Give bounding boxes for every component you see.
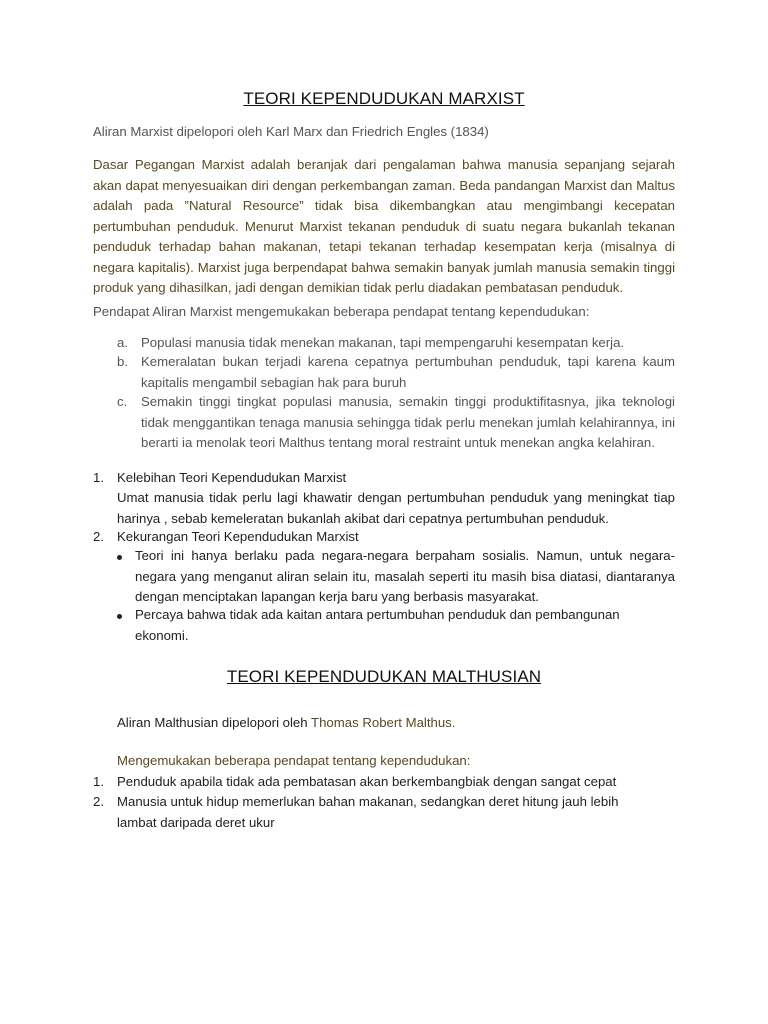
numbered-marker-1: 1. [93,470,104,485]
disadvantage-bullet-2: Percaya bahwa tidak ada kaitan antara pertumbuhan penduduk dan pembangunan ekonomi. [135,607,620,643]
bullet-icon [117,555,122,560]
section-title-malthusian: TEORI KEPENDUDUKAN MALTHUSIAN [226,667,542,686]
marxist-paragraph: Dasar Pegangan Marxist adalah beranjak dari pengalaman bahwa manusia sepanjang sejarah akan dapat menyesuaikan diri dengan perkembangan zaman. Beda pandangan Marxist dan Maltus adalah pada ”Natural Resource” tidak bisa dikembangkan atau mengimbangi kecepatan pertumbuhan penduduk. Menurut Marxist tekanan penduduk di suatu negara bukanlah tekanan penduduk terhadap bahan makanan, tetapi tekanan terhadap kesempatan kerja (misalnya di negara kapitalis). Marxist juga berpendapat bahwa semakin banyak jumlah manusia semakin tinggi produk yang dihasilkan, jadi dengan demikian tidak perlu diadakan pembatasan penduduk. [93,157,675,295]
opinion-item-a: Populasi manusia tidak menekan makanan, tapi mempengaruhi kesempatan kerja. [141,335,625,350]
marxist-opinion-intro: Pendapat Aliran Marxist mengemukakan beberapa pendapat tentang kependudukan: [93,304,590,319]
malthusian-item-1: Penduduk apabila tidak ada pembatasan akan berkembangbiak dengan sangat cepat [117,774,617,789]
malthusian-intro [117,713,677,734]
malthusian-opinion-intro: Mengemukakan beberapa pendapat tentang kependudukan: [117,753,471,768]
malthusian-marker-2: 2. [93,794,104,809]
malthusian-founder-name: Thomas Robert Malthus. [311,715,456,730]
bullet-icon [117,614,122,619]
opinion-marker-a: a. [117,335,128,350]
opinion-marker-c: c. [117,394,128,409]
section-title-marxist: TEORI KEPENDUDUKAN MARXIST [243,89,525,108]
malthusian-item-2: Manusia untuk hidup memerlukan bahan makanan, sedangkan deret hitung jauh lebih lambat daripada deret ukur [117,794,619,830]
opinion-item-b: Kemeralatan bukan terjadi karena cepatnya pertumbuhan penduduk, tapi karena kaum kapitalis mengambil sebagian hak para buruh [141,354,675,390]
malthusian-intro-prefix: Aliran Malthusian dipelopori oleh [117,715,312,730]
advantages-body: Umat manusia tidak perlu lagi khawatir dengan pertumbuhan penduduk yang meningkat tiap harinya , sebab kemeleratan bukanlah akibat dari cepatnya pertumbuhan penduduk. [117,490,675,526]
numbered-marker-2: 2. [93,529,104,544]
opinion-marker-b: b. [117,354,128,369]
disadvantages-heading: Kekurangan Teori Kependudukan Marxist [117,529,359,544]
disadvantage-bullet-1: Teori ini hanya berlaku pada negara-negara berpaham sosialis. Namun, untuk negara-negara yang menganut aliran selain itu, masalah seperti itu masih bisa diatasi, diantaranya dengan menciptakan lapangan kerja baru yang berbasis masyarakat. [135,548,675,604]
marxist-intro: Aliran Marxist dipelopori oleh Karl Marx dan Friedrich Engles (1834) [93,124,489,139]
malthusian-marker-1: 1. [93,774,104,789]
advantages-heading: Kelebihan Teori Kependudukan Marxist [117,470,347,485]
opinion-item-c: Semakin tinggi tingkat populasi manusia, semakin tinggi produktifitasnya, jika teknologi tidak menggantikan tenaga manusia sehingga tidak perlu menekan jumlah kelahirannya, ini berarti ia menolak teori Malthus tentang moral restraint untuk menekan angka kelahiran. [141,394,675,450]
